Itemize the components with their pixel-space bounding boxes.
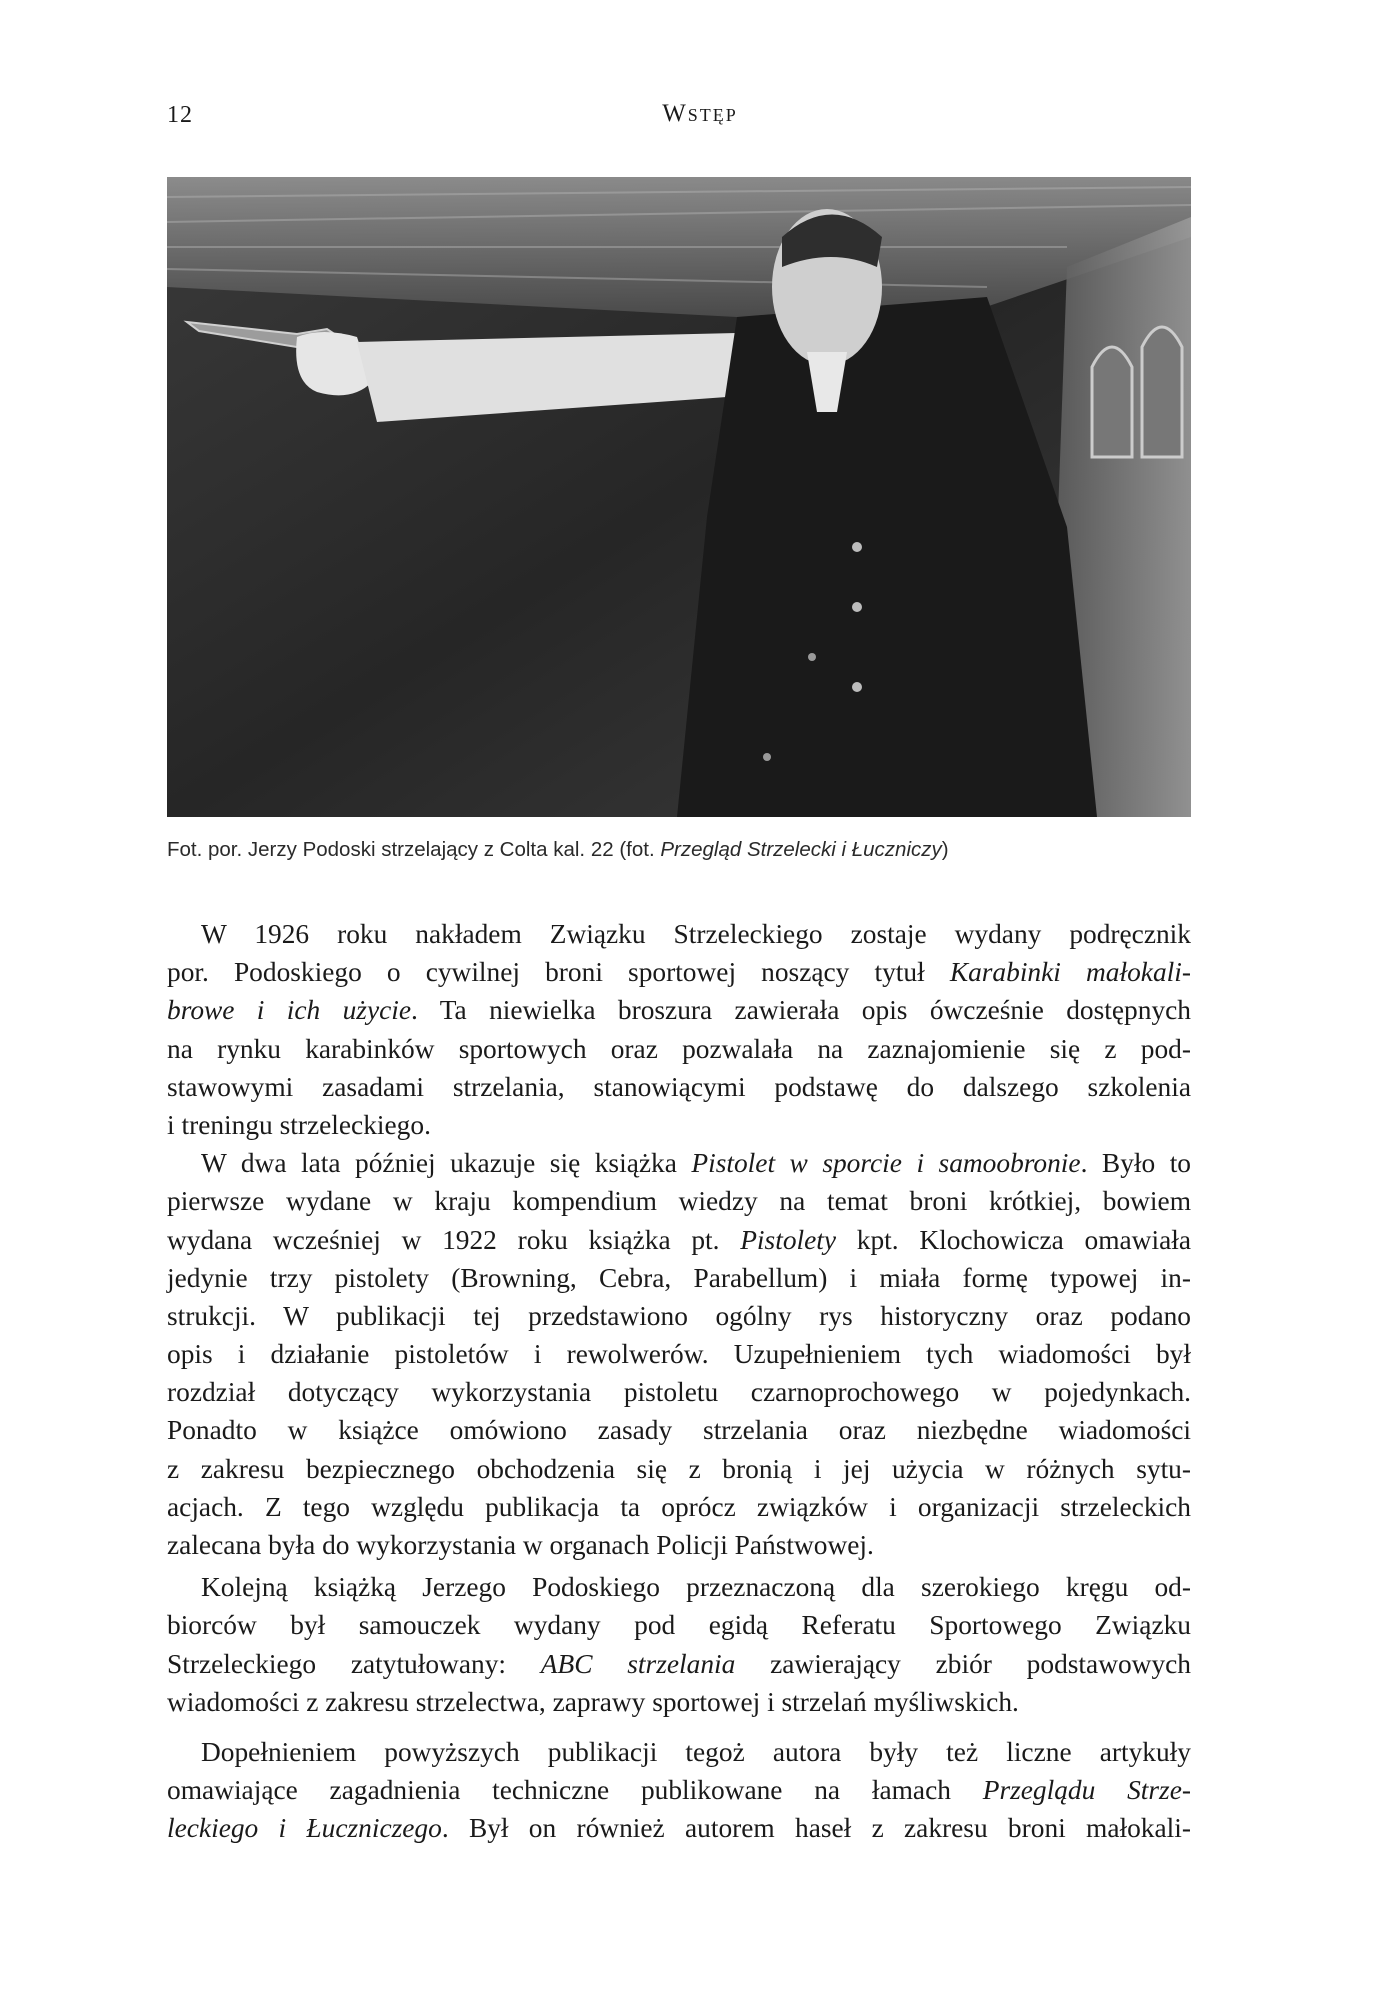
text-line: stawowymi zasadami strzelania, stanowiącymi podstawę do dalszego szkolenia [167, 1071, 1191, 1102]
text-line: pierwsze wydane w kraju kompendium wiedzy na temat broni krótkiej, bowiem [167, 1186, 1191, 1217]
text-line: zalecana była do wykorzystania w organach Policji Państwowej. [167, 1530, 874, 1560]
text-line: Dopełnieniem powyższych publikacji tegoż autora były też liczne artykuły [201, 1736, 1191, 1767]
text-line: strukcji. W publikacji tej przedstawiono ogólny rys historyczny oraz podano [167, 1300, 1191, 1331]
running-head: Wstęp [662, 100, 738, 127]
text-line: browe i ich użycie. Ta niewielka broszura zawierała opis ówcześnie dostępnych [167, 995, 1191, 1026]
text-line: rozdział dotyczący wykorzystania pistoletu czarnoprochowego w pojedynkach. [167, 1377, 1191, 1408]
text-line: jedynie trzy pistolety (Browning, Cebra, Parabellum) i miała formę typowej in- [167, 1262, 1191, 1293]
text-line: biorców był samouczek wydany pod egidą Referatu Sportowego Związku [167, 1610, 1191, 1641]
text-line: W 1926 roku nakładem Związku Strzeleckiego zostaje wydany podręcznik [201, 919, 1191, 949]
text-line: i treningu strzeleckiego. [167, 1109, 431, 1140]
photo-illustration [167, 177, 1191, 817]
text-line: leckiego i Łuczniczego. Był on również autorem haseł z zakresu broni małokali- [167, 1813, 1191, 1844]
caption-source: Przegląd Strzelecki i Łuczniczy [660, 838, 942, 861]
text-line: Strzeleckiego zatytułowany: ABC strzelania zawierający zbiór podstawowych [167, 1648, 1191, 1679]
caption-close: ) [941, 838, 949, 861]
caption-text: Fot. por. Jerzy Podoski strzelający z Colta kal. 22 (fot. [167, 838, 661, 861]
text-line: omawiające zagadnienia techniczne publikowane na łamach Przeglądu Strze- [167, 1775, 1191, 1806]
text-line: acjach. Z tego względu publikacja ta oprócz związków i organizacji strzeleckich [167, 1491, 1191, 1522]
historical-photo [167, 177, 1191, 817]
figure-caption [167, 838, 1267, 862]
text-line: Kolejną książką Jerzego Podoskiego przeznaczoną dla szerokiego kręgu od- [201, 1572, 1191, 1603]
text-line: Ponadto w książce omówiono zasady strzelania oraz niezbędne wiadomości [167, 1415, 1191, 1446]
text-line: por. Podoskiego o cywilnej broni sportowej noszący tytuł Karabinki małokali- [167, 957, 1191, 988]
body-text [167, 915, 1191, 1848]
text-line: opis i działanie pistoletów i rewolwerów. Uzupełnieniem tych wiadomości był [167, 1339, 1191, 1370]
text-line: wydana wcześniej w 1922 roku książka pt. Pistolety kpt. Klochowicza omawiała [167, 1224, 1191, 1255]
text-line: W dwa lata później ukazuje się książka Pistolet w sporcie i samoobronie. Było to [201, 1148, 1191, 1179]
page-number: 12 [167, 102, 193, 128]
text-line: wiadomości z zakresu strzelectwa, zaprawy sportowej i strzelań myśliwskich. [167, 1686, 1019, 1717]
text-line: na rynku karabinków sportowych oraz pozwalała na zaznajomienie się z pod- [167, 1033, 1191, 1064]
text-line: z zakresu bezpiecznego obchodzenia się z bronią i jej użycia w różnych sytu- [167, 1453, 1191, 1484]
